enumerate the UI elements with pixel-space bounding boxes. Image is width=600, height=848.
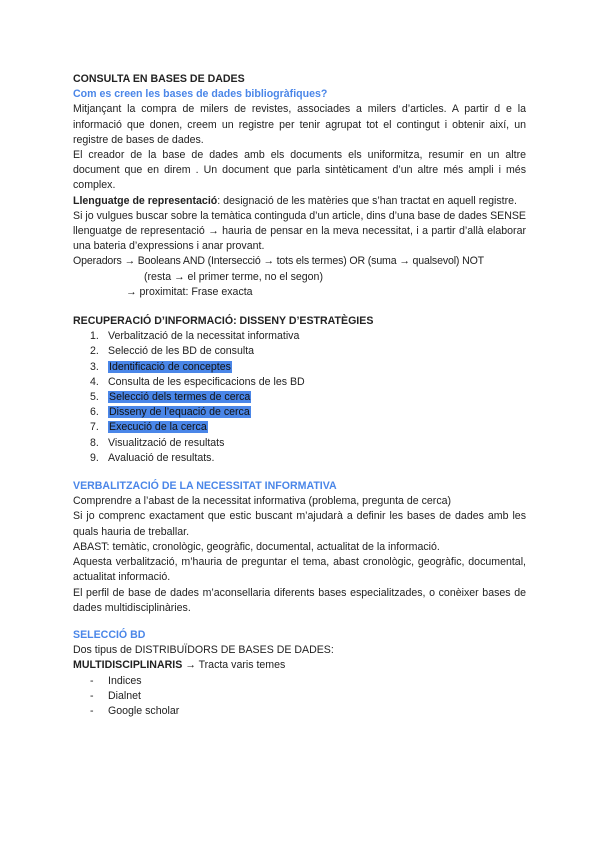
database-name: Dialnet: [108, 689, 141, 702]
strategy-step: [90, 360, 526, 375]
operadors-line-2: (resta → el primer terme, no el segon): [144, 270, 323, 283]
strategy-step: [90, 451, 526, 466]
database-item: [90, 689, 526, 704]
llenguatge-def: : designació de les matèries que s’han tractat en aquell registre.: [217, 194, 517, 207]
operadors-line-1: Operadors → Booleans AND (Intersecció → tots els termes) OR (suma → qualsevol) NOT: [73, 255, 485, 268]
multidisciplinaris-line: [73, 658, 526, 673]
paragraph-2: El creador de la base de dades amb els documents els uniformitza, resumir en un altre document que en direm . Un document que parla sintèticament d’un altre més ampli i més complex.: [73, 149, 526, 192]
database-name: Google scholar: [108, 704, 180, 717]
step-number: 7.: [90, 421, 99, 434]
paragraph-3: Si jo vulgues buscar sobre la temàtica continguda d’un article, dins d’una base de dades SENSE llenguatge de representació → hauria de pensar en la meva necessitat, i a partir d’allà elaborar una bateria d’expressions i anar provant.: [73, 209, 526, 253]
llenguatge-term: Llenguatge de representació: [73, 194, 218, 207]
dash-marker: -: [90, 704, 94, 717]
step-number: 9.: [90, 451, 99, 464]
strategy-step: [90, 436, 526, 451]
strategy-step: [90, 329, 526, 344]
step-label-highlighted: Selecció dels termes de cerca: [109, 391, 251, 404]
recuperacio-heading: RECUPERACIÓ D’INFORMACIÓ: DISSENY D’ESTRATÈGIES: [73, 315, 374, 328]
database-name: Indices: [108, 674, 142, 687]
strategy-step: [90, 344, 526, 359]
step-number: 8.: [90, 436, 99, 449]
database-list: [73, 674, 526, 720]
verbalitzacio-line-3: ABAST: temàtic, cronològic, geogràfic, documental, actualitat de la informació.: [73, 540, 440, 553]
step-label: Avaluació de resultats.: [108, 451, 215, 464]
strategy-steps-list: [73, 329, 526, 466]
seleccio-heading: SELECCIÓ BD: [73, 628, 146, 641]
database-item: [90, 704, 526, 719]
step-label-highlighted: Disseny de l’equació de cerca: [109, 406, 250, 419]
step-label-highlighted: Identificació de conceptes: [109, 360, 231, 373]
step-label-highlighted: Execució de la cerca: [109, 421, 207, 434]
verbalitzacio-line-2: Si jo comprenc exactament que estic buscant m’ajudarà a definir les bases de dades amb les quals hauria de treballar.: [73, 510, 526, 538]
paragraph-llenguatge: [73, 194, 526, 209]
database-item: [90, 674, 526, 689]
verbalitzacio-line-4: Aquesta verbalització, m’hauria de preguntar el tema, abast cronològic, geogràfic, documental, actualitat informació.: [73, 556, 526, 584]
step-label: Consulta de les especificacions de les BD: [108, 375, 305, 388]
seleccio-intro: Dos tipus de DISTRIBUÏDORS DE BASES DE DADES:: [73, 644, 334, 657]
operadors-line-3: → proximitat: Frase exacta: [126, 285, 253, 298]
document-title: CONSULTA EN BASES DE DADES: [73, 73, 245, 85]
multidisciplinaris-label: MULTIDISCIPLINARIS: [73, 659, 183, 672]
step-label: Visualització de resultats: [108, 436, 225, 449]
strategy-step: [90, 390, 526, 405]
step-number: 1.: [90, 330, 99, 343]
step-number: 2.: [90, 345, 99, 358]
step-number: 3.: [90, 360, 99, 373]
verbalitzacio-line-5: El perfil de base de dades m’aconsellaria diferents bases especialitzades, o conèixer bases de dades multidisciplinàries.: [73, 586, 526, 614]
step-number: 6.: [90, 406, 99, 419]
strategy-step: [90, 375, 526, 390]
dash-marker: -: [90, 689, 94, 702]
paragraph-1: Mitjançant la compra de milers de revistes, associades a milers d’articles. A partir d e la informació que donen, creem un registre per tenir agrupat tot el contingut i obtenir així, un registre de bases de dades.: [73, 103, 526, 146]
strategy-step: [90, 420, 526, 435]
strategy-step: [90, 405, 526, 420]
verbalitzacio-line-1: Comprendre a l’abast de la necessitat informativa (problema, pregunta de cerca): [73, 495, 452, 508]
step-label: Selecció de les BD de consulta: [108, 345, 255, 358]
verbalitzacio-heading: VERBALITZACIÓ DE LA NECESSITAT INFORMATIVA: [73, 480, 337, 493]
step-number: 4.: [90, 375, 99, 388]
subtitle: Com es creen les bases de dades bibliogràfiques?: [73, 88, 328, 101]
dash-marker: -: [90, 674, 94, 687]
multidisciplinaris-desc: → Tracta varis temes: [182, 659, 286, 672]
step-number: 5.: [90, 391, 99, 404]
step-label: Verbalització de la necessitat informativa: [108, 330, 300, 343]
